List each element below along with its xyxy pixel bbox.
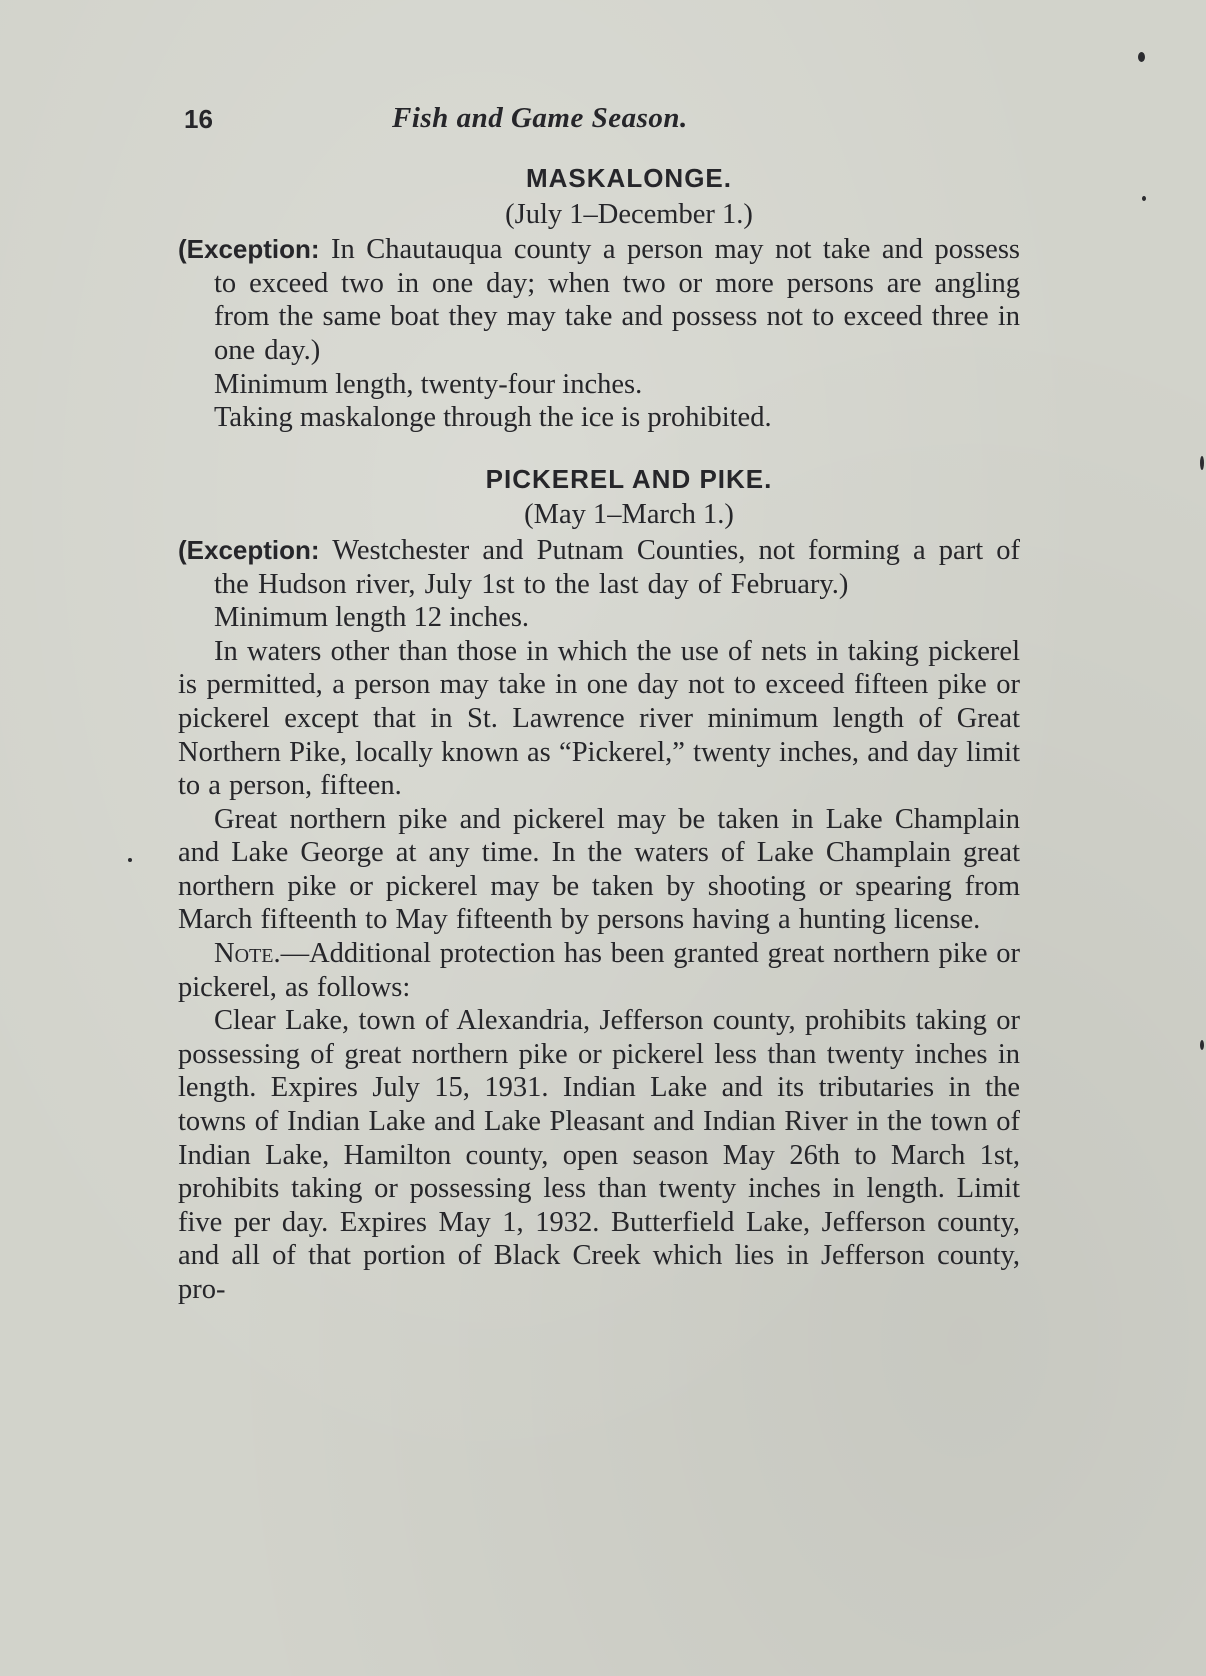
note-label: Note. [214,938,281,970]
ink-speck [1138,52,1145,62]
pickerel-exception [178,534,1020,601]
ink-speck [128,858,132,862]
maskalonge-section [178,162,1020,435]
pickerel-note-paragraph [178,937,1020,1004]
pickerel-section [178,463,1020,1307]
pickerel-clear-lake-paragraph: Clear Lake, town of Alexandria, Jefferson county, prohibits taking or possessing of great northern pike or pickerel less than twenty inches in length. Expires July 15, 1931. Indian Lake and its tributaries in the towns of Indian Lake and Lake Pleasant and Indian River in the town of Indian Lake, Hamilton county, open season May 26th to March 1st, prohibits taking or possessing less than twenty inches in length. Limit five per day. Expires May 1, 1932. Butterfield Lake, Jefferson county, and all of that portion of Black Creek which lies in Jefferson county, pro- [178,1005,1020,1305]
maskalonge-minimum-length: Minimum length, twenty-four inches. [214,368,643,400]
pickerel-heading: PICKEREL AND PIKE. [485,463,773,494]
page-number: 16 [184,104,213,134]
ink-speck [1142,196,1146,201]
ink-speck [1200,1040,1204,1050]
maskalonge-exception-label: (Exception: [178,234,320,265]
pickerel-waters-paragraph: In waters other than those in which the use of nets in taking pickerel is permitted, a person may take in one day not to exceed fifteen pike or pickerel except that in St. Lawrence river minimum length of Great Northern Pike, locally known as “Pickerel,” twenty inches, and day limit to a person, fifteen. [178,635,1020,802]
maskalonge-exception-text: In Chautauqua county a person may not take and possess to exceed two in one day; when two or more persons are angling from the same boat they may take and possess not to exceed three in one day.) [214,234,1020,366]
pickerel-exception-text: Westchester and Putnam Counties, not forming a part of the Hudson river, July 1st to the last day of February.) [214,534,1020,600]
body-text [178,162,1020,1307]
pickerel-exception-label: (Exception: [178,534,320,565]
ink-speck [1200,456,1204,470]
running-title: Fish and Game Season. [392,102,688,134]
pickerel-minimum-length: Minimum length 12 inches. [214,602,530,634]
maskalonge-heading: MASKALONGE. [526,163,732,193]
note-text: —Additional protection has been granted great northern pike or pickerel, as follows: [178,938,1020,1003]
maskalonge-season: (July 1–December 1.) [505,198,753,230]
pickerel-season: (May 1–March 1.) [524,499,734,531]
section-gap [178,435,1020,463]
maskalonge-exception [178,233,1020,367]
maskalonge-ice-rule: Taking maskalonge through the ice is prohibited. [214,402,772,434]
running-header [184,104,744,144]
pickerel-champlain-paragraph: Great northern pike and pickerel may be taken in Lake Champlain and Lake George at any time. In the waters of Lake Champlain great northern pike or pickerel may be taken by shooting or spearing from March fifteenth to May fifteenth by persons having a hunting license. [178,803,1020,936]
